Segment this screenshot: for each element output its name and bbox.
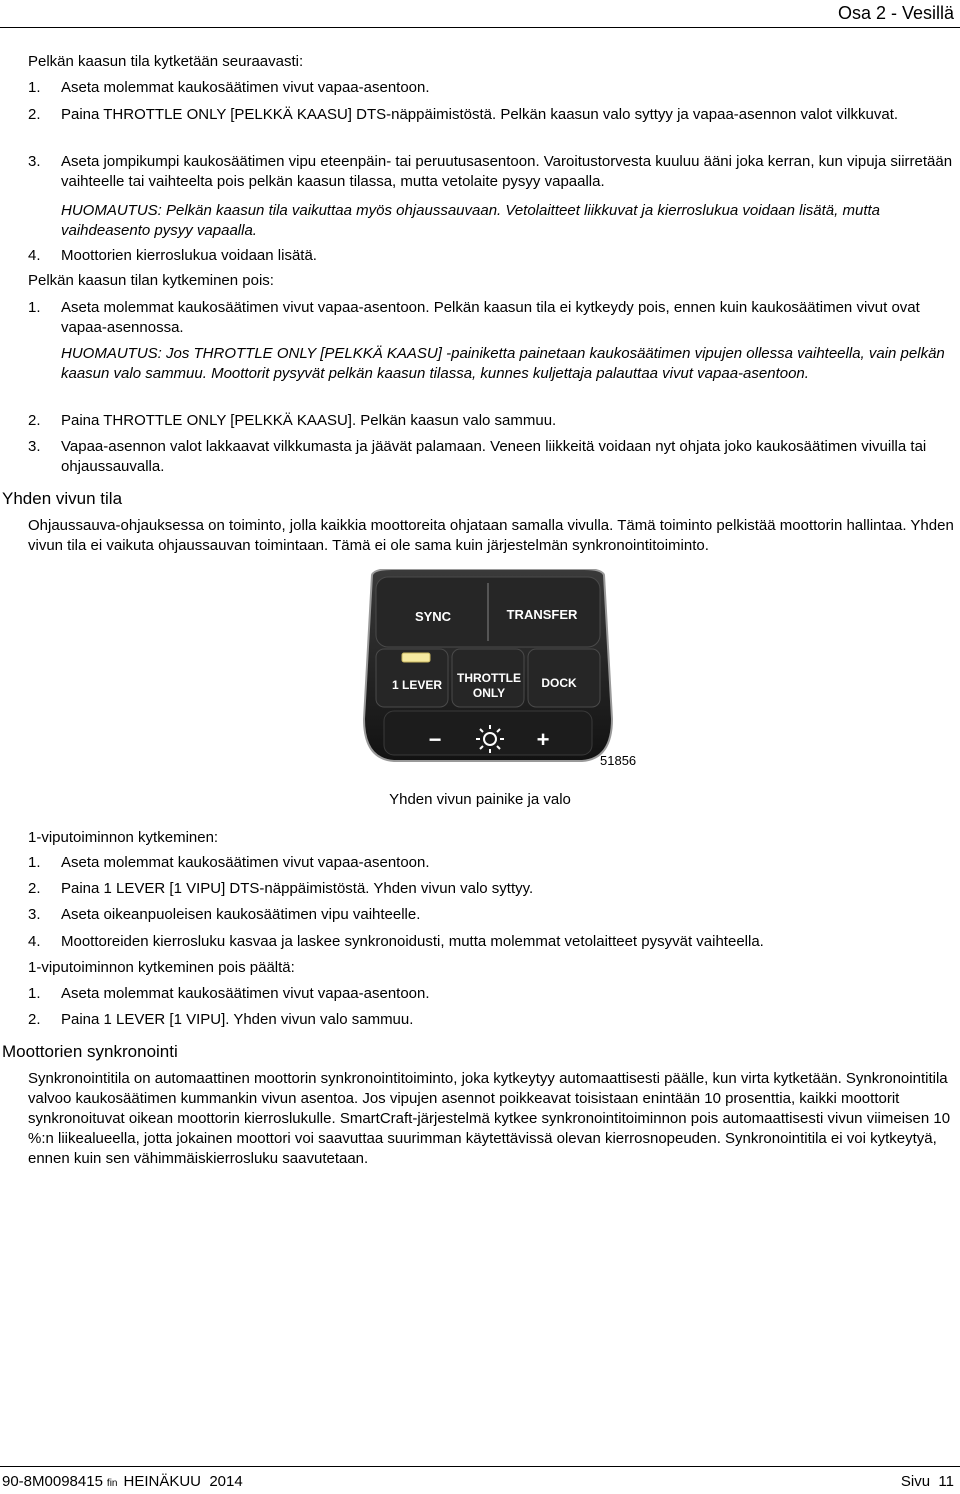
- step-number: 4.: [28, 247, 41, 264]
- footer-doc-info: [2, 1472, 243, 1494]
- step-number: 2.: [28, 1011, 41, 1028]
- step-number: 2.: [28, 412, 41, 429]
- step-number: 2.: [28, 880, 41, 897]
- step-number: 1.: [28, 854, 41, 871]
- section-title: Osa 2 - Vesillä: [837, 3, 954, 23]
- step-text: Moottoreiden kierrosluku kasvaa ja laskee synkronoidusti, mutta molemmat vetolaitteet pysyvät vaihteella.: [61, 933, 764, 950]
- plus-key-label: +: [536, 727, 550, 752]
- minus-key-label: −: [428, 727, 442, 752]
- only-key-label: ONLY: [472, 686, 506, 700]
- step-text: Paina THROTTLE ONLY [PELKKÄ KAASU]. Pelkän kaasun valo sammuu.: [61, 412, 557, 429]
- step-text: Aseta oikeanpuoleisen kaukosäätimen vipu vaihteelle.: [61, 906, 421, 923]
- footer-divider: [0, 1466, 960, 1467]
- step-number: 2.: [28, 106, 41, 123]
- step-text: Aseta molemmat kaukosäätimen vivut vapaa-asentoon.: [61, 79, 430, 96]
- throttle-key-label: THROTTLE: [457, 671, 521, 685]
- step-text: Aseta molemmat kaukosäätimen vivut vapaa-asentoon.: [61, 854, 430, 871]
- step-text: Aseta molemmat kaukosäätimen vivut vapaa-asentoon. Pelkän kaasun tila ei kytkeydy pois, ennen kuin kaukosäätimen vivut ovat vapaa-asennossa.: [61, 299, 920, 336]
- one-lever-key-label: 1 LEVER: [391, 678, 443, 692]
- one-lever-off-intro: 1-viputoiminnon kytkeminen pois päältä:: [28, 959, 295, 976]
- sync-key-label: SYNC: [414, 609, 452, 624]
- section-heading: Yhden vivun tila: [2, 489, 123, 508]
- step-number: 1.: [28, 79, 41, 96]
- language-code: fin: [106, 1478, 118, 1489]
- throttle-only-intro: Pelkän kaasun tila kytketään seuraavasti:: [28, 53, 304, 70]
- step-text: Moottorien kierroslukua voidaan lisätä.: [61, 247, 317, 264]
- one-lever-indicator-light: [402, 653, 430, 662]
- step-number: 4.: [28, 933, 41, 950]
- step-number: 3.: [28, 153, 41, 170]
- paragraph: Ohjaussauva-ohjauksessa on toiminto, jolla kaikkia moottoreita ohjataan samalla vivulla. Tämä toiminto pelkistää moottorin hallintaa. Yhden vivun tila ei vaikuta ohjaussauvan toimintaan. Tämä ei ole sama kuin järjestelmän synkronointitoiminto.: [28, 517, 954, 554]
- doc-id: 90-8M0098415: [2, 1473, 103, 1490]
- dts-keypad-figure: [362, 569, 614, 767]
- step-text: Paina 1 LEVER [1 VIPU]. Yhden vivun valo sammuu.: [61, 1011, 414, 1028]
- doc-date: HEINÄKUU 2014: [123, 1473, 243, 1490]
- step-number: 3.: [28, 906, 41, 923]
- paragraph: Synkronointitila on automaattinen moottorin synkronointitoiminto, joka kytkeytyy automaattisesti päälle, kun virta kytketään. Synkronointitila valvoo kaukosäätimen kummankin vivun asentoa. Jos vipujen asennot poikkeavat toisistaan enintään 10 prosenttia, kaikki moottorit synkronoituvat oikean moottorin kierroslukulle. SmartCraft-järjestelmä kytkee synkronointitoiminnon pois automaattisesti vivun viimeisen 10 %:n liikealueella, jotta jokainen moottori voi saavuttaa suurimman käytettävissä olevan kierrosnopeuden. Synkronointitila ei voi kytkeytyä, ennen kuin sen vähimmäiskierrosluku saavutetaan.: [28, 1070, 951, 1167]
- throttle-only-off-intro: Pelkän kaasun tilan kytkeminen pois:: [28, 272, 274, 289]
- figure-caption: Yhden vivun painike ja valo: [389, 791, 571, 808]
- step-text: Vapaa-asennon valot lakkaavat vilkkumasta ja jäävät palamaan. Veneen liikkeitä voidaan nyt ohjata joko kaukosäätimen vivuilla tai ohjaussauvalla.: [61, 438, 927, 475]
- step-number: 3.: [28, 438, 41, 455]
- step-text: Paina 1 LEVER [1 VIPU] DTS-näppäimistöstä. Yhden vivun valo syttyy.: [61, 880, 534, 897]
- dock-key-label: DOCK: [541, 676, 577, 690]
- step-text: Aseta jompikumpi kaukosäätimen vipu eteenpäin- tai peruutusasentoon. Varoitustorvesta kuuluu ääni joka kerran, kun vipuja siirretään vaihteelle tai vaihteelta pois pelkän kaasun tilassa, mutta vetolaite pysyy vapaalla.: [61, 153, 953, 190]
- figure-number: 51856: [600, 753, 637, 768]
- note-text: HUOMAUTUS: Pelkän kaasun tila vaikuttaa myös ohjaussauvaan. Vetolaitteet liikkuvat ja kierroslukua voidaan lisätä, mutta vaihdeasento pysyy vapaalla.: [61, 202, 881, 239]
- step-text: Paina THROTTLE ONLY [PELKKÄ KAASU] DTS-näppäimistöstä. Pelkän kaasun valo syttyy ja vapaa-asennon valot vilkkuvat.: [61, 106, 899, 123]
- page-number: Sivu 11: [900, 1473, 954, 1490]
- step-number: 1.: [28, 299, 41, 316]
- transfer-key-label: TRANSFER: [506, 607, 578, 622]
- one-lever-on-intro: 1-viputoiminnon kytkeminen:: [28, 829, 219, 846]
- header-divider: [0, 27, 960, 28]
- note-text: HUOMAUTUS: Jos THROTTLE ONLY [PELKKÄ KAASU] -painiketta painetaan kaukosäätimen vipujen ollessa vaihteella, vain pelkän kaasun valo sammuu. Moottorit pysyvät pelkän kaasun tilassa, kunnes kuljettaja palauttaa vivut vapaa-asentoon.: [61, 345, 945, 382]
- step-text: Aseta molemmat kaukosäätimen vivut vapaa-asentoon.: [61, 985, 430, 1002]
- section-heading: Moottorien synkronointi: [2, 1042, 178, 1061]
- step-number: 1.: [28, 985, 41, 1002]
